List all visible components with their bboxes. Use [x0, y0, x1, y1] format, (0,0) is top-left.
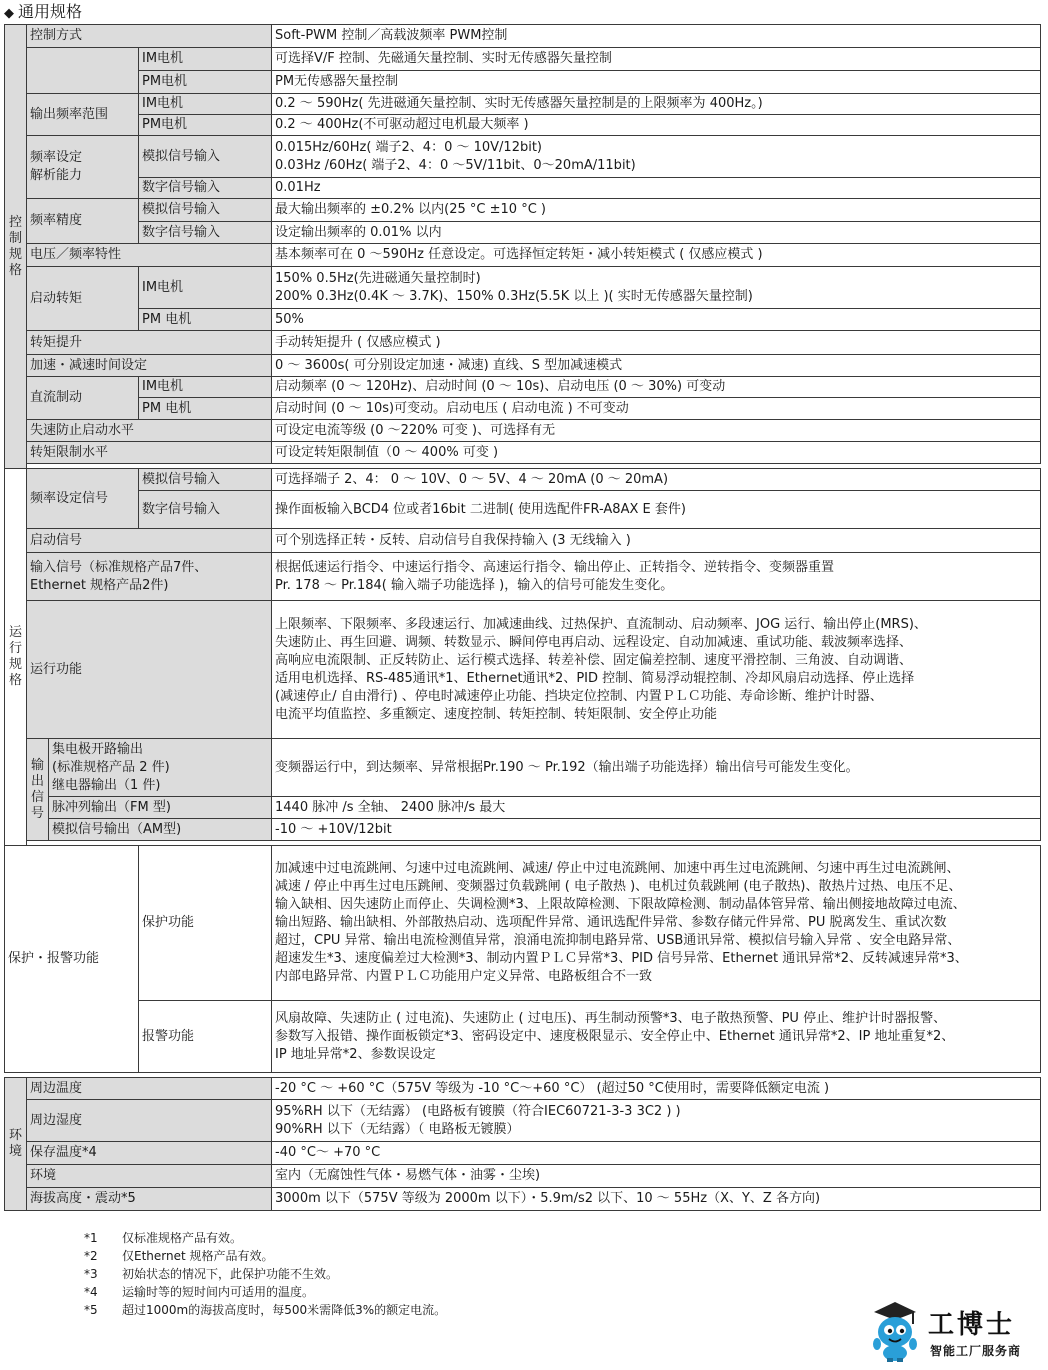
row-value: -10 ～ +10V/12bit [272, 819, 1041, 841]
row-label: 海拔高度・震动*5 [27, 1188, 272, 1211]
row-value: 最大输出频率的 ±0.2% 以内(25 °C ±10 °C ) [272, 199, 1041, 222]
row-value: 可设定转矩限制值（0 ～ 400% 可变 ) [272, 442, 1041, 464]
table-row [5, 529, 1041, 553]
group-environment: 环 境 [5, 1078, 27, 1211]
row-value: 0.2 ～ 400Hz(不可驱动超过电机最大频率 ) [272, 115, 1041, 136]
table-row [5, 309, 1041, 331]
sub-label: IM电机 [139, 267, 272, 309]
table-row [5, 377, 1041, 398]
sub-label: IM电机 [139, 377, 272, 398]
row-label: 控制方式 [27, 25, 272, 48]
sub-label: PM 电机 [139, 398, 272, 420]
table-row [5, 553, 1041, 601]
footnote [84, 1229, 446, 1247]
footnote [84, 1265, 446, 1283]
footnote-mark: *4 [84, 1285, 98, 1299]
sub-label: PM 电机 [139, 309, 272, 331]
row-label: 周边湿度 [27, 1100, 272, 1142]
table-row [5, 491, 1041, 529]
table-row [5, 331, 1041, 355]
row-value: Soft-PWM 控制／高载波频率 PWM控制 [272, 25, 1041, 48]
row-value: -40 °C～ +70 °C [272, 1142, 1041, 1165]
footnote-text: 仅Ethernet 规格产品有效。 [122, 1249, 274, 1263]
row-label: 频率精度 [27, 199, 139, 244]
row-value: 可个别选择正转・反转、启动信号自我保持输入 (3 无线输入 ) [272, 529, 1041, 553]
row-value: 启动频率 (0 ～ 120Hz)、启动时间 (0 ～ 10s)、启动电压 (0 ～ 30%) 可变动 [272, 377, 1041, 398]
spec-table [4, 24, 1041, 1211]
sub-label: 报警功能 [139, 1001, 272, 1073]
row-label: 周边温度 [27, 1078, 272, 1100]
sub-label: PM电机 [139, 115, 272, 136]
sub-label: 模拟信号输入 [139, 136, 272, 178]
sub-label: 数字信号输入 [139, 178, 272, 199]
table-row [5, 398, 1041, 420]
row-label: 集电极开路输出 (标准规格产品 2 件) 继电器输出（1 件) [49, 739, 272, 797]
sub-label: IM电机 [139, 94, 272, 115]
row-label: 转矩限制水平 [27, 442, 272, 464]
row-label: 频率设定 解析能力 [27, 136, 139, 199]
table-row [5, 244, 1041, 267]
row-label: 保存温度*4 [27, 1142, 272, 1165]
table-row [5, 819, 1041, 841]
row-value: 可选择V/F 控制、先磁通矢量控制、实时无传感器矢量控制 [272, 48, 1041, 71]
table-row [5, 178, 1041, 199]
row-value: 0 ～ 3600s( 可分别设定加速・减速) 直线、S 型加减速模式 [272, 355, 1041, 377]
mascot-icon [866, 1300, 924, 1362]
table-row [5, 1100, 1041, 1142]
row-value: 0.2 ～ 590Hz( 先进磁通矢量控制、实时无传感器矢量控制是的上限频率为 400Hz。) [272, 94, 1041, 115]
group-output-signal: 输 出 信 号 [27, 739, 49, 841]
row-label: 直流制动 [27, 377, 139, 420]
footnote-text: 超过1000m的海拔高度时，每500米需降低3%的额定电流。 [122, 1303, 447, 1317]
row-value: 室内（无腐蚀性气体・易燃气体・油雾・尘埃) [272, 1165, 1041, 1188]
row-value: 可选择端子 2、4： 0 ～ 10V、0 ～ 5V、4 ～ 20mA (0 ～ 20mA) [272, 469, 1041, 491]
table-row [5, 115, 1041, 136]
row-value: 手动转矩提升 ( 仅感应模式 ) [272, 331, 1041, 355]
row-value: 启动时间 (0 ～ 10s)可变动。启动电压 ( 启动电流 ) 不可变动 [272, 398, 1041, 420]
row-label: 转矩提升 [27, 331, 272, 355]
table-row [5, 469, 1041, 491]
footnotes [84, 1229, 446, 1319]
footnote-mark: *1 [84, 1231, 98, 1245]
row-value: 基本频率可在 0 ～590Hz 任意设定。可选择恒定转矩・减小转矩模式 ( 仅感应模式 ) [272, 244, 1041, 267]
section-title: 通用规格 [18, 2, 83, 21]
table-row [5, 136, 1041, 178]
table-row [5, 797, 1041, 819]
footnote-mark: *3 [84, 1267, 98, 1281]
footnote-text: 运输时等的短时间内可适用的温度。 [122, 1285, 315, 1299]
brand-tagline: 智能工厂服务商 [930, 1344, 1022, 1358]
table-row [5, 94, 1041, 115]
row-value: 0.015Hz/60Hz( 端子2、4：0 ～ 10V/12bit) 0.03Hz /60Hz( 端子2、4：0 ～5V/11bit、0～20mA/11bit) [272, 136, 1041, 178]
sub-label: 保护功能 [139, 846, 272, 1001]
sub-label: 模拟信号输入 [139, 199, 272, 222]
row-value: 3000m 以下（575V 等级为 2000m 以下）・5.9m/s2 以下、10 ～ 55Hz（X、Y、Z 各方向) [272, 1188, 1041, 1211]
table-row [5, 1078, 1041, 1100]
sub-label: IM电机 [139, 48, 272, 71]
row-value: 上限频率、下限频率、多段速运行、加减速曲线、过热保护、直流制动、启动频率、JOG 运行、输出停止(MRS)、 失速防止、再生回避、调频、转数显示、瞬间停电再启动、远程设定、自动加减速、重试功能、载波频率选择、 高响应电流限制、正反转防止、运行模式选择、转差补偿、固定偏差控制、速度平滑控制、三角波、自动调谐、 适用电机选择、RS-485通讯*1、Ethernet通讯*2、PID 控制、简易浮动辊控制、冷却风扇启动选择、停止选择 (减速停止/ 自由滑行) 、停电时减速停止功能、挡块定位控制、内置ＰＬＣ功能、寿命诊断、维护计时器、 电流平均值监控、多重额定、速度控制、转矩控制、转矩限制、安全停止功能 [272, 601, 1041, 739]
row-label: 输入信号（标准规格产品7件、 Ethernet 规格产品2件) [27, 553, 272, 601]
row-value: 加减速中过电流跳闸、匀速中过电流跳闸、减速/ 停止中过电流跳闸、加速中再生过电流跳闸、匀速中再生过电流跳闸、 减速 / 停止中再生过电压跳闸、变频器过负载跳闸 ( 电子散热 )、电机过负载跳闸 (电子散热)、散热片过热、电压不足、 输入缺相、因失速防止而停止、失调检测*3、上限故障检测、下限故障检测、制动晶体管异常、输出侧接地故障过电流、 输出短路、输出缺相、外部散热启动、选项配件异常、通讯选配件异常、参数存储元件异常、PU 脱离发生、重试次数 超过，CPU 异常、输出电流检测值异常，浪涌电流抑制电路异常、USB通讯异常、模拟信号输入异常 、安全电路异常、 超速发生*3、速度偏差过大检测*3、制动内置ＰＬＣ异常*3、PID 信号异常、Ethernet 通讯异常*2、反转减速异常*3、 内部电路异常、内置ＰＬＣ功能用户定义异常、电路板组合不一致 [272, 846, 1041, 1001]
row-value: PM无传感器矢量控制 [272, 71, 1041, 94]
table-row [5, 1142, 1041, 1165]
brand-logo [864, 1298, 1044, 1364]
row-label: 模拟信号输出（AM型) [49, 819, 272, 841]
row-label: 启动信号 [27, 529, 272, 553]
row-value: 95%RH 以下（无结露） (电路板有镀膜（符合IEC60721-3-3 3C2 ) ) 90%RH 以下（无结露）（ 电路板无镀膜） [272, 1100, 1041, 1142]
row-value: 0.01Hz [272, 178, 1041, 199]
group-control: 控 制 规 格 [5, 25, 27, 469]
brand-name: 工博士 [928, 1310, 1016, 1340]
group-operation: 运 行 规 格 [5, 469, 27, 846]
footnote [84, 1247, 446, 1265]
table-row [5, 71, 1041, 94]
row-value: 50% [272, 309, 1041, 331]
table-row [5, 48, 1041, 71]
section-heading [4, 1, 82, 25]
row-label: 加速・减速时间设定 [27, 355, 272, 377]
row-label-blank [27, 48, 139, 94]
row-label: 环境 [27, 1165, 272, 1188]
table-row [5, 25, 1041, 48]
table-row [5, 222, 1041, 244]
diamond-icon: ◆ [4, 6, 14, 21]
footnote [84, 1301, 446, 1319]
row-value: 可设定电流等级 (0 ～220% 可变 )、可选择有无 [272, 420, 1041, 442]
footnote-text: 初始状态的情况下，此保护功能不生效。 [122, 1267, 339, 1281]
table-row [5, 442, 1041, 464]
row-label: 频率设定信号 [27, 469, 139, 529]
row-value: 操作面板输入BCD4 位或者16bit 二进制( 使用选配件FR-A8AX E 套件) [272, 491, 1041, 529]
row-label: 运行功能 [27, 601, 272, 739]
footnote-mark: *5 [84, 1303, 98, 1317]
table-row [5, 199, 1041, 222]
table-row [5, 420, 1041, 442]
row-label: 启动转矩 [27, 267, 139, 331]
table-row [5, 739, 1041, 797]
row-value: 1440 脉冲 /s 全轴、 2400 脉冲/s 最大 [272, 797, 1041, 819]
table-row [5, 846, 1041, 1001]
table-row [5, 267, 1041, 309]
table-row [5, 1188, 1041, 1211]
row-label: 脉冲列输出（FM 型) [49, 797, 272, 819]
table-row [5, 601, 1041, 739]
row-value: 150% 0.5Hz(先进磁通矢量控制时) 200% 0.3Hz(0.4K ～ 3.7K)、150% 0.3Hz(5.5K 以上 )( 实时无传感器矢量控制) [272, 267, 1041, 309]
table-row [5, 1001, 1041, 1073]
sub-label: 模拟信号输入 [139, 469, 272, 491]
row-value: 风扇故障、失速防止 ( 过电流)、失速防止 ( 过电压)、再生制动预警*3、电子散热预警、PU 停止、维护计时器报警、 参数写入报错、操作面板锁定*3、密码设定中、速度极限显示、安全停止中、Ethernet 通讯异常*2、IP 地址重复*2、 IP 地址异常*2、参数误设定 [272, 1001, 1041, 1073]
table-row [5, 355, 1041, 377]
row-value: 设定输出频率的 0.01% 以内 [272, 222, 1041, 244]
footnote [84, 1283, 446, 1301]
sub-label: 数字信号输入 [139, 491, 272, 529]
row-value: 变频器运行中，到达频率、异常根据Pr.190 ～ Pr.192（输出端子功能选择）输出信号可能发生变化。 [272, 739, 1041, 797]
sub-label: 数字信号输入 [139, 222, 272, 244]
footnote-text: 仅标准规格产品有效。 [122, 1231, 243, 1245]
row-label: 失速防止启动水平 [27, 420, 272, 442]
row-value: -20 °C ～ +60 °C（575V 等级为 -10 °C～+60 °C） (超过50 °C使用时，需要降低额定电流 ) [272, 1078, 1041, 1100]
sub-label: PM电机 [139, 71, 272, 94]
group-protection: 保护・报警功能 [5, 846, 139, 1073]
row-value: 根据低速运行指令、中速运行指令、高速运行指令、输出停止、正转指令、逆转指令、变频器重置 Pr. 178 ～ Pr.184( 输入端子功能选择 )，输入的信号可能发生变化。 [272, 553, 1041, 601]
row-label: 电压／频率特性 [27, 244, 272, 267]
row-label: 输出频率范围 [27, 94, 139, 136]
table-row [5, 1165, 1041, 1188]
footnote-mark: *2 [84, 1249, 98, 1263]
